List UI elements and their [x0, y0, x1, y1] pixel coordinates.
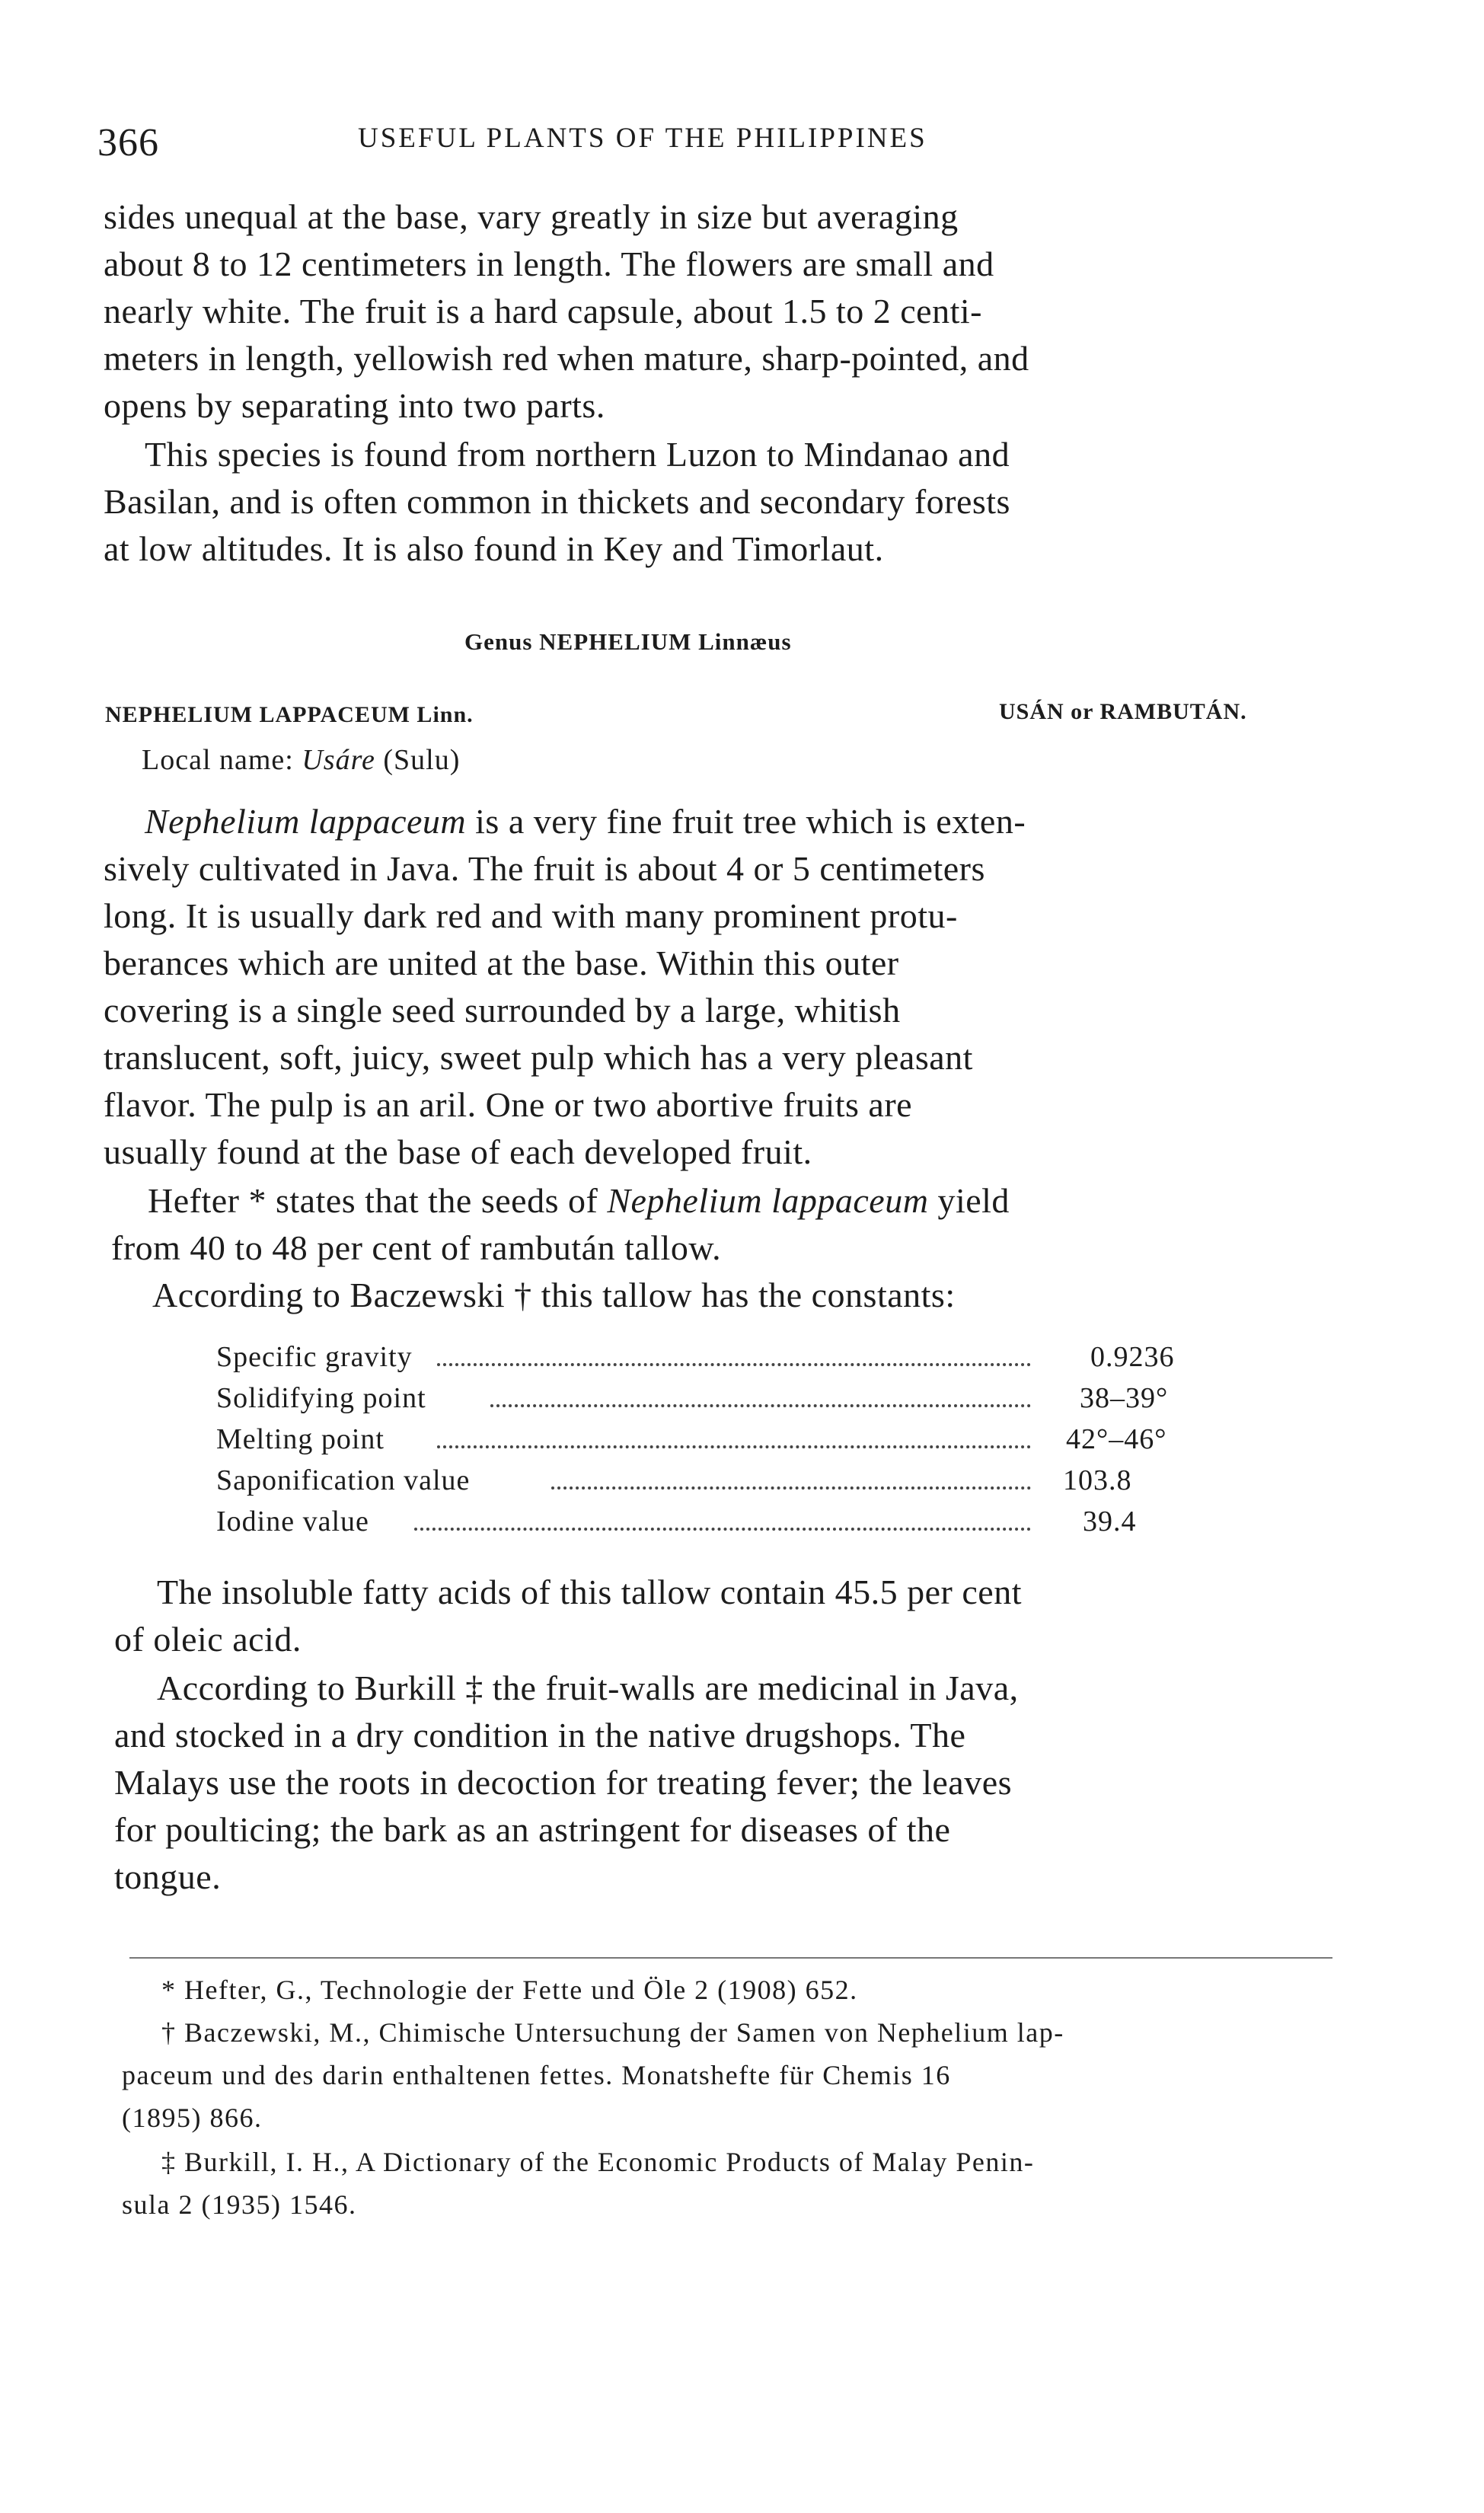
local-name: [142, 743, 460, 777]
text-line: According to Burkill ‡ the fruit-walls are medicinal in Java,: [157, 1668, 1019, 1707]
footnote-line: paceum und des darin enthaltenen fettes. Monatshefte für Chemis 16: [122, 2060, 951, 2090]
text-line: from 40 to 48 per cent of rambután tallow.: [111, 1228, 722, 1267]
constant-label: Solidifying point: [216, 1381, 434, 1415]
local-name-value: Usáre: [302, 744, 375, 776]
text-line: and stocked in a dry condition in the native drugshops. The: [114, 1716, 966, 1755]
constant-value: 38–39°: [1080, 1382, 1169, 1414]
constants-row: [216, 1381, 1237, 1416]
text-line: about 8 to 12 centimeters in length. The flowers are small and: [104, 244, 994, 283]
species-name: NEPHELIUM LAPPACEUM Linn.: [105, 702, 474, 727]
text-line: meters in length, yellowish red when mature, sharp-pointed, and: [104, 339, 1029, 378]
dot-leader: [414, 1528, 1031, 1531]
text-line: usually found at the base of each developed fruit.: [104, 1132, 812, 1171]
constant-value: 39.4: [1083, 1506, 1137, 1537]
constants-row: [216, 1464, 1237, 1499]
dot-leader: [437, 1363, 1031, 1366]
footnote-rule: [129, 1957, 1332, 1959]
text-line: Malays use the roots in decoction for treating fever; the leaves: [114, 1763, 1013, 1802]
running-title: USEFUL PLANTS OF THE PHILIPPINES: [358, 123, 927, 154]
constants-row: [216, 1505, 1237, 1540]
text-line: This species is found from northern Luzon to Mindanao and: [145, 435, 1010, 474]
text-line: According to Baczewski † this tallow has the constants:: [152, 1276, 956, 1314]
text-line: Nephelium lappaceum is a very fine fruit tree which is exten-: [145, 802, 1026, 841]
text-line: tongue.: [114, 1857, 222, 1896]
footnote-line: sula 2 (1935) 1546.: [122, 2189, 357, 2220]
genus-heading: Genus NEPHELIUM Linnæus: [464, 628, 792, 655]
text-line: flavor. The pulp is an aril. One or two abortive fruits are: [104, 1085, 913, 1124]
text-line: translucent, soft, juicy, sweet pulp which has a very pleasant: [104, 1038, 973, 1077]
common-name: USÁN or RAMBUTÁN.: [999, 699, 1247, 724]
constant-label: Specific gravity: [216, 1340, 420, 1374]
constant-value: 42°–46°: [1066, 1423, 1167, 1455]
constants-row: [216, 1423, 1237, 1458]
constant-value: 103.8: [1063, 1464, 1132, 1496]
text-line: nearly white. The fruit is a hard capsule, about 1.5 to 2 centi-: [104, 292, 982, 330]
species-italic: Nephelium lappaceum: [607, 1181, 929, 1220]
text-line: covering is a single seed surrounded by a large, whitish: [104, 991, 901, 1030]
text-line: opens by separating into two parts.: [104, 386, 605, 425]
page-number: 366: [97, 121, 159, 164]
footnote-line: * Hefter, G., Technologie der Fette und Öle 2 (1908) 652.: [161, 1975, 858, 2005]
local-name-label: Local name:: [142, 744, 294, 776]
text-line: for poulticing; the bark as an astringent for diseases of the: [114, 1810, 951, 1849]
constant-label: Melting point: [216, 1423, 392, 1456]
text-line: sides unequal at the base, vary greatly in size but averaging: [104, 197, 959, 236]
text-line: The insoluble fatty acids of this tallow contain 45.5 per cent: [157, 1573, 1022, 1611]
footnote-line: ‡ Burkill, I. H., A Dictionary of the Economic Products of Malay Penin-: [161, 2147, 1035, 2177]
local-name-region: (Sulu): [383, 744, 461, 776]
species-italic: Nephelium lappaceum: [145, 802, 467, 841]
dot-leader: [437, 1445, 1031, 1448]
constant-label: Saponification value: [216, 1464, 477, 1497]
text-line: Hefter * states that the seeds of Nephelium lappaceum yield: [148, 1181, 1010, 1220]
text-line: at low altitudes. It is also found in Key and Timorlaut.: [104, 529, 884, 568]
constants-row: [216, 1340, 1237, 1375]
constant-value: 0.9236: [1090, 1341, 1175, 1373]
text-line: of oleic acid.: [114, 1620, 302, 1659]
text-line: berances which are united at the base. Within this outer: [104, 944, 899, 982]
text-line: sively cultivated in Java. The fruit is about 4 or 5 centimeters: [104, 849, 985, 888]
constant-label: Iodine value: [216, 1505, 377, 1538]
dot-leader: [551, 1486, 1031, 1490]
text-line: Basilan, and is often common in thickets and secondary forests: [104, 482, 1010, 521]
footnote-line: (1895) 866.: [122, 2103, 263, 2133]
footnote-line: † Baczewski, M., Chimische Untersuchung der Samen von Nephelium lap-: [161, 2017, 1064, 2048]
text-line: long. It is usually dark red and with many prominent protu-: [104, 896, 958, 935]
dot-leader: [490, 1404, 1031, 1407]
